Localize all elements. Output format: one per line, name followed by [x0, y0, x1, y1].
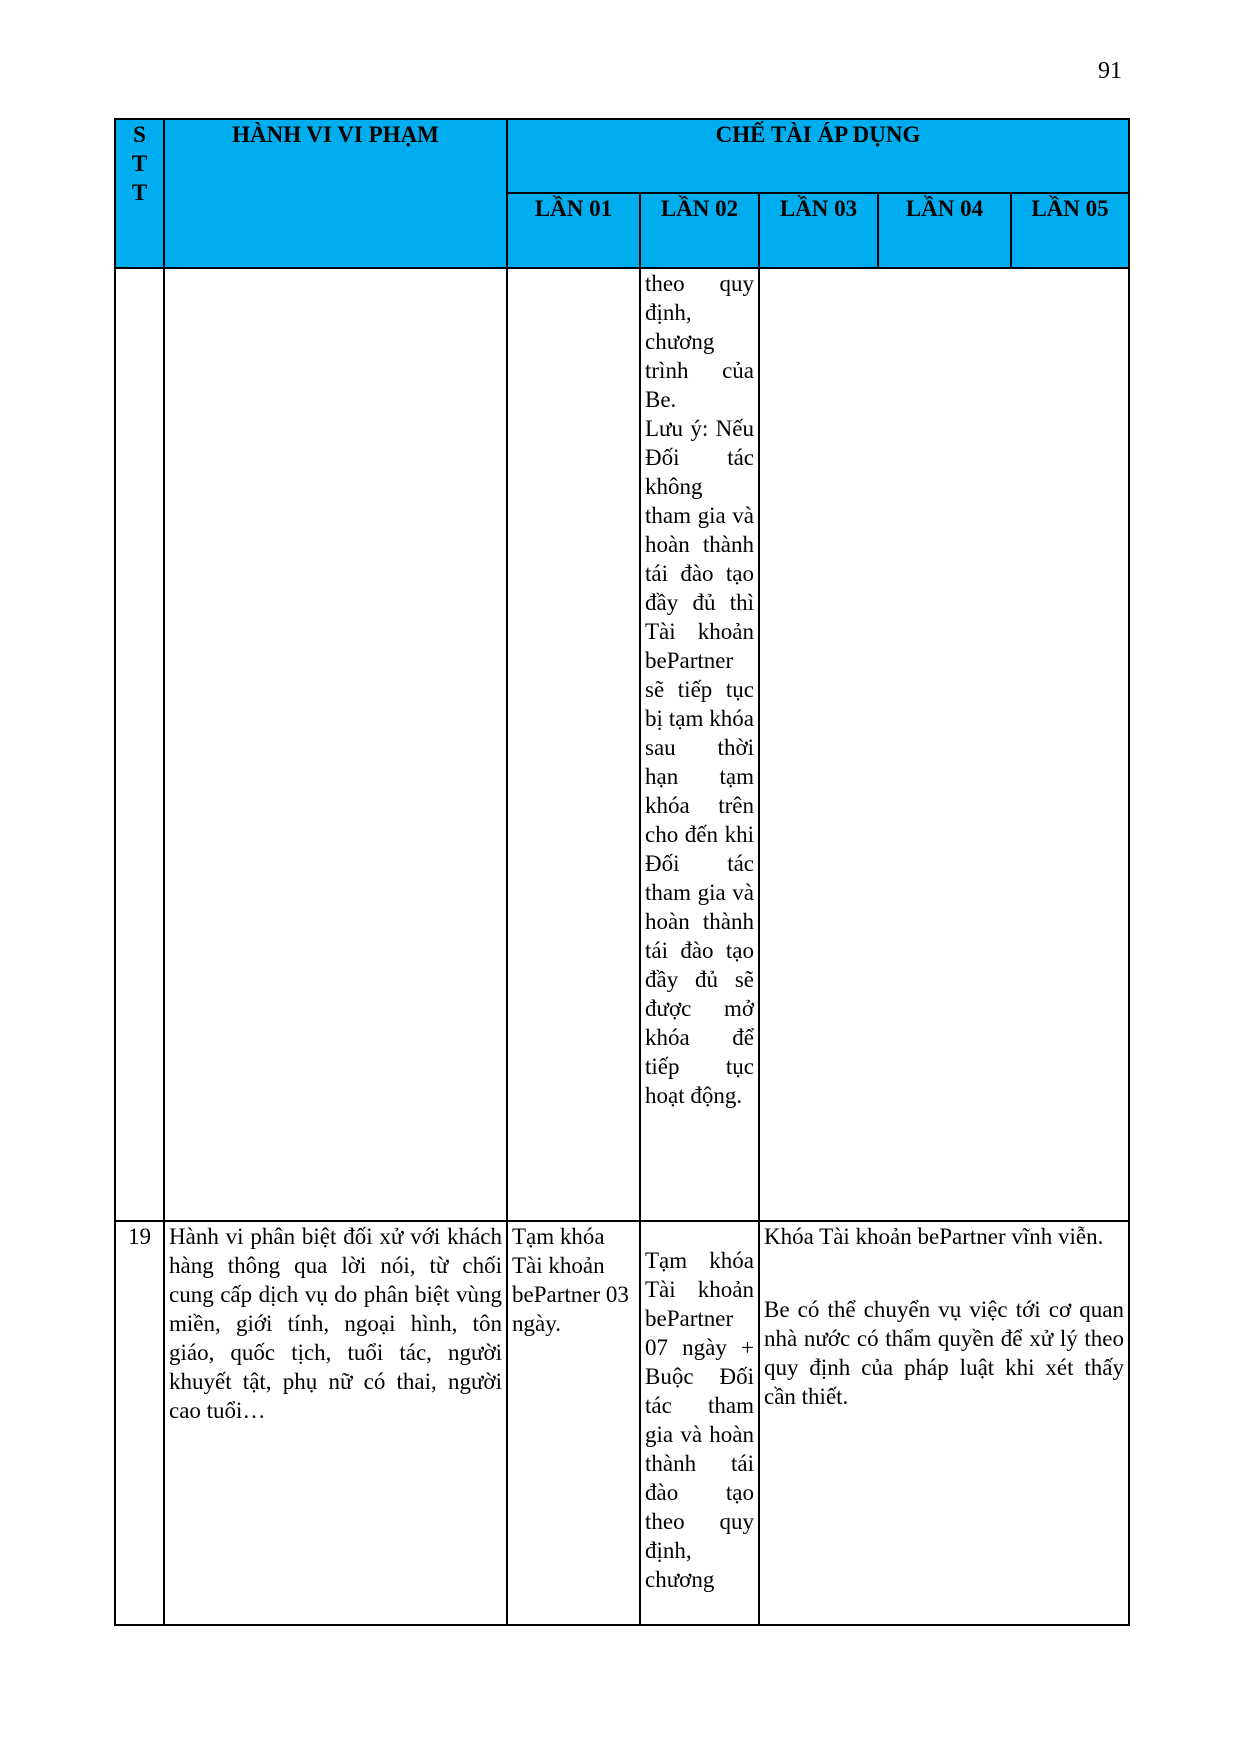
row-lan02: theo quy định, chương trình của Be. — [645, 271, 754, 412]
row-lan03-05-cell — [759, 268, 1129, 1221]
row-stt — [115, 268, 164, 1221]
row-lan02-note: Lưu ý: Nếu Đối tác không tham gia và hoàn thành tái đào tạo đầy đủ thì Tài khoản bePartner sẽ tiếp tục bị tạm khóa sau thời hạn tạm khóa trên cho đến khi Đối tác tham gia và hoàn thành tái đào tạo đầy đủ sẽ được mở khóa để tiếp tục hoạt động. — [645, 416, 754, 1108]
header-stt: S T T — [115, 119, 164, 268]
row-lan02: Tạm khóa Tài khoản bePartner 07 ngày + Buộc Đối tác tham gia và hoàn thành tái đào tạo theo quy định, chương — [645, 1248, 754, 1592]
table-row — [115, 268, 1129, 1221]
header-violation: HÀNH VI VI PHẠM — [164, 119, 507, 268]
row-violation — [164, 268, 507, 1221]
row-lan01 — [507, 268, 640, 1221]
header-lan-04: LẦN 04 — [878, 193, 1011, 268]
header-lan-03: LẦN 03 — [759, 193, 878, 268]
header-lan-05: LẦN 05 — [1011, 193, 1129, 268]
table-row — [115, 1221, 1129, 1625]
page-number: 91 — [1098, 58, 1122, 84]
row-stt: 19 — [115, 1221, 164, 1625]
header-lan-02: LẦN 02 — [640, 193, 759, 268]
row-lan01: Tạm khóa Tài khoản bePartner 03 ngày. — [507, 1221, 640, 1625]
row-lan03-05-note: Be có thể chuyển vụ việc tới cơ quan nhà nước có thẩm quyền để xử lý theo quy định của pháp luật khi xét thấy cần thiết. — [764, 1297, 1124, 1409]
header-lan-01: LẦN 01 — [507, 193, 640, 268]
row-lan03-05: Khóa Tài khoản bePartner vĩnh viễn. — [764, 1224, 1104, 1249]
header-sanctions: CHẾ TÀI ÁP DỤNG — [507, 119, 1129, 193]
row-lan02-cell — [640, 1221, 759, 1625]
row-violation: Hành vi phân biệt đối xử với khách hàng thông qua lời nói, từ chối cung cấp dịch vụ do phân biệt vùng miền, giới tính, ngoại hình, tôn giáo, quốc tịch, tuổi tác, người khuyết tật, phụ nữ có thai, người cao tuổi… — [164, 1221, 507, 1625]
row-lan03-05-cell — [759, 1221, 1129, 1625]
row-lan02-cell — [640, 268, 759, 1221]
sanction-table — [114, 118, 1130, 1626]
